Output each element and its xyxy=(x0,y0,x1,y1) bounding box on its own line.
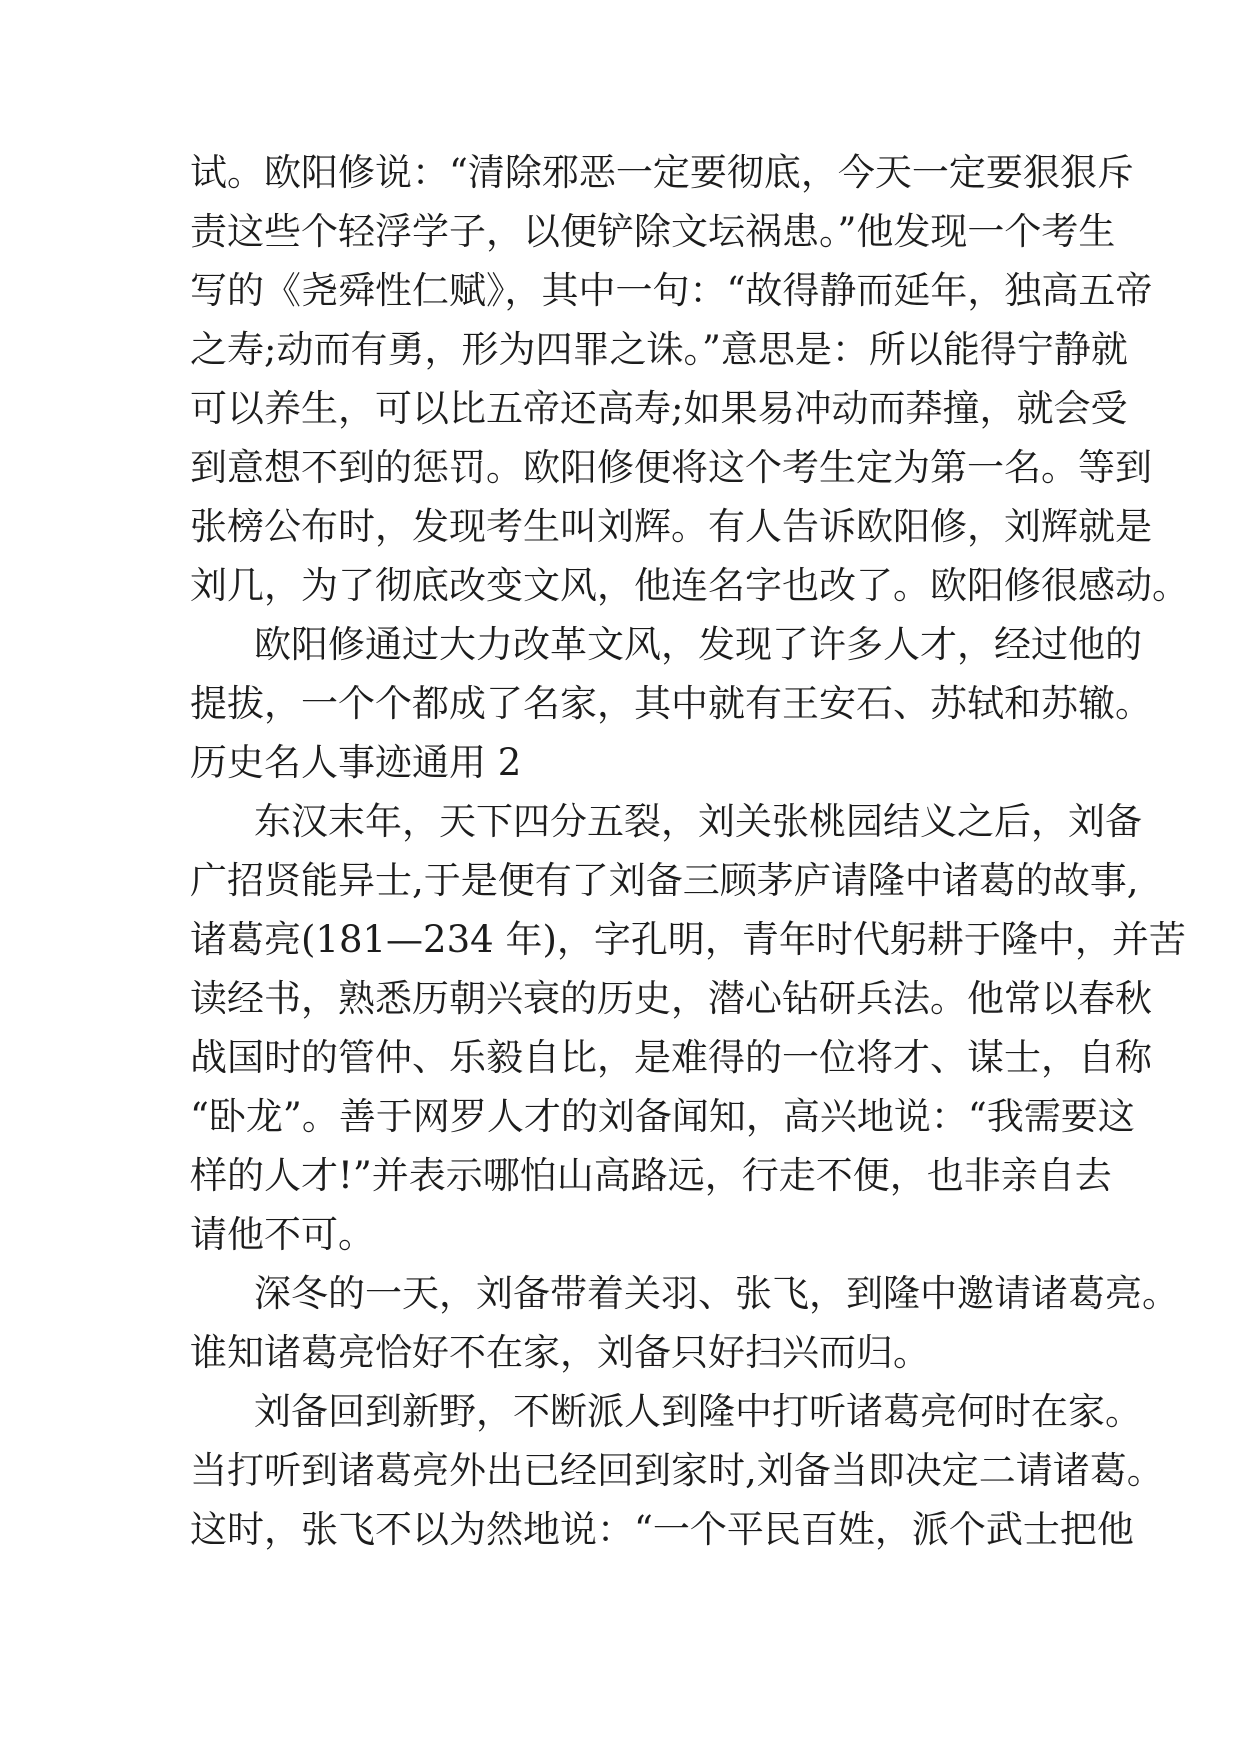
text-line: 诸葛亮(181—234 年)，字孔明，青年时代躬耕于隆中，并苦 xyxy=(190,918,1186,961)
paragraph-first-line: 欧阳修通过大力改革文风，发现了许多人才，经过他的 xyxy=(254,623,1142,666)
text-line: 之寿;动而有勇，形为四罪之诛。”意思是：所以能得宁静就 xyxy=(190,328,1128,371)
text-line: 张榜公布时，发现考生叫刘辉。有人告诉欧阳修，刘辉就是 xyxy=(190,505,1152,548)
text-line: 读经书，熟悉历朝兴衰的历史，潜心钻研兵法。他常以春秋 xyxy=(190,977,1152,1020)
text-line: 写的《尧舜性仁赋》，其中一句：“故得静而延年，独高五帝 xyxy=(190,269,1153,312)
text-line: 战国时的管仲、乐毅自比，是难得的一位将才、谋士，自称 xyxy=(190,1036,1152,1079)
text-line: 试。欧阳修说：“清除邪恶一定要彻底，今天一定要狠狠斥 xyxy=(190,151,1134,194)
text-line: 谁知诸葛亮恰好不在家，刘备只好扫兴而归。 xyxy=(190,1331,930,1374)
text-line: 请他不可。 xyxy=(190,1213,375,1256)
paragraph-first-line: 东汉末年，天下四分五裂，刘关张桃园结义之后，刘备 xyxy=(254,800,1142,843)
paragraph-first-line: 刘备回到新野，不断派人到隆中打听诸葛亮何时在家。 xyxy=(254,1390,1142,1433)
paragraph-first-line: 深冬的一天，刘备带着关羽、张飞，到隆中邀请诸葛亮。 xyxy=(254,1272,1179,1315)
text-line: 这时，张飞不以为然地说：“一个平民百姓，派个武士把他 xyxy=(190,1508,1134,1551)
text-line: 提拔，一个个都成了名家，其中就有王安石、苏轼和苏辙。 xyxy=(190,682,1152,725)
text-line: 到意想不到的惩罚。欧阳修便将这个考生定为第一名。等到 xyxy=(190,446,1152,489)
section-heading: 历史名人事迹通用 2 xyxy=(190,741,522,784)
text-line: 刘几，为了彻底改变文风，他连名字也改了。欧阳修很感动。 xyxy=(190,564,1189,607)
text-line: 当打听到诸葛亮外出已经回到家时,刘备当即决定二请诸葛。 xyxy=(190,1449,1164,1492)
text-line: 可以养生，可以比五帝还高寿;如果易冲动而莽撞，就会受 xyxy=(190,387,1128,430)
text-line: 样的人才!”并表示哪怕山高路远，行走不便，也非亲自去 xyxy=(190,1154,1112,1197)
text-line: 广招贤能异士,于是便有了刘备三顾茅庐请隆中诸葛的故事, xyxy=(190,859,1139,902)
text-line: “卧龙”。善于网罗人才的刘备闻知，高兴地说：“我需要这 xyxy=(190,1095,1135,1138)
text-line: 责这些个轻浮学子，以便铲除文坛祸患。”他发现一个考生 xyxy=(190,210,1116,253)
